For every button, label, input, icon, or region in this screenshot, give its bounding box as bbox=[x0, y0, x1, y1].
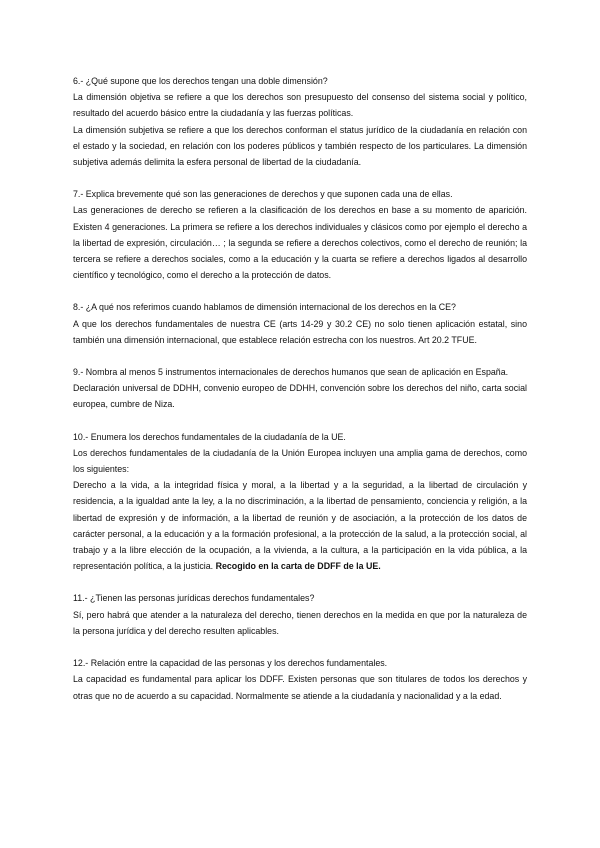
answer-paragraph: La dimensión subjetiva se refiere a que los derechos conforman el status jurídico de la ciudadanía en relación con el estado y la sociedad, en relación con los poderes públicos y también respecto de los particulares. La dimensión subjetiva además delimita la esfera personal de libertad de la ciudadanía. bbox=[73, 124, 527, 168]
question-heading: 8.- ¿A qué nos referimos cuando hablamos de dimensión internacional de los derechos en la CE? bbox=[73, 302, 456, 313]
bold-note: Recogido en la carta de DDFF de la UE. bbox=[215, 561, 381, 572]
question-section-6 bbox=[73, 73, 527, 170]
answer-paragraph: A que los derechos fundamentales de nuestra CE (arts 14-29 y 30.2 CE) no solo tienen aplicación estatal, sino también una dimensión internacional, que establece relación estrecha con los nuestros. Art 20.2 TFUE. bbox=[73, 318, 527, 345]
question-section-12 bbox=[73, 655, 527, 704]
question-heading: 12.- Relación entre la capacidad de las personas y los derechos fundamentales. bbox=[73, 658, 388, 669]
question-section-10 bbox=[73, 429, 527, 575]
question-section-11 bbox=[73, 590, 527, 639]
question-heading: 6.- ¿Qué supone que los derechos tengan una doble dimensión? bbox=[73, 76, 328, 86]
question-heading: 10.- Enumera los derechos fundamentales de la ciudadanía de la UE. bbox=[73, 431, 346, 442]
answer-paragraph bbox=[73, 477, 527, 574]
question-heading: 11.- ¿Tienen las personas jurídicas derechos fundamentales? bbox=[73, 593, 315, 604]
question-section-9 bbox=[73, 364, 527, 413]
answer-paragraph: Sí, pero habrá que atender a la naturaleza del derecho, tienen derechos en la medida en que por la naturaleza de la persona jurídica y del derecho resulten aplicables. bbox=[73, 609, 527, 636]
answer-text: Derecho a la vida, a la integridad física y moral, a la libertad y a la seguridad, a la libertad de circulación y residencia, a la igualdad ante la ley, a la no discriminación, a la libertad de pensamiento, conciencia y religión, a la libertad de expresión y de información, a la libertad de reunión y de asociación, a la protección de los datos de carácter personal, a la educación y a la formación profesional, a la protección de la salud, a la protección social, al trabajo y a la libre elección de la ocupación, a la vivienda, a la cultura, a la participación en la vida pública, a la representación política, a la justicia. bbox=[73, 480, 527, 572]
question-section-7 bbox=[73, 186, 527, 283]
question-section-8 bbox=[73, 299, 527, 348]
question-heading: 9.- Nombra al menos 5 instrumentos internacionales de derechos humanos que sean de aplicación en España. bbox=[73, 367, 509, 378]
answer-paragraph: La dimensión objetiva se refiere a que los derechos son presupuesto del consenso del sistema social y político, resultado del acuerdo básico entre la ciudadanía y las fuerzas políticas. bbox=[73, 92, 527, 119]
answer-paragraph: Declaración universal de DDHH, convenio europeo de DDHH, convención sobre los derechos del niño, carta social europea, cumbre de Niza. bbox=[73, 383, 527, 410]
answer-paragraph: Las generaciones de derecho se refieren a la clasificación de los derechos en base a su momento de aparición. Existen 4 generaciones. La primera se refiere a los derechos individuales y clásicos como por ejemplo el derecho a la libertad de expresión, circulación… ; la segunda se refiere a derechos colectivos, como el derecho de reunión; la tercera se refiere a derechos sociales, como a la educación y la cuarta se refiere a derechos ligados al desarrollo científico y tecnológico, como el derecho a la protección de datos. bbox=[73, 205, 527, 281]
answer-paragraph: La capacidad es fundamental para aplicar los DDFF. Existen personas que son titulares de todos los derechos y otras que no de acuerdo a su capacidad. Normalmente se atiende a la ciudadanía y nacionalidad y a la edad. bbox=[73, 674, 527, 701]
answer-paragraph: Los derechos fundamentales de la ciudadanía de la Unión Europea incluyen una amplia gama de derechos, como los siguientes: bbox=[73, 447, 527, 475]
question-heading: 7.- Explica brevemente qué son las generaciones de derechos y que suponen cada una de ellas. bbox=[73, 189, 453, 200]
